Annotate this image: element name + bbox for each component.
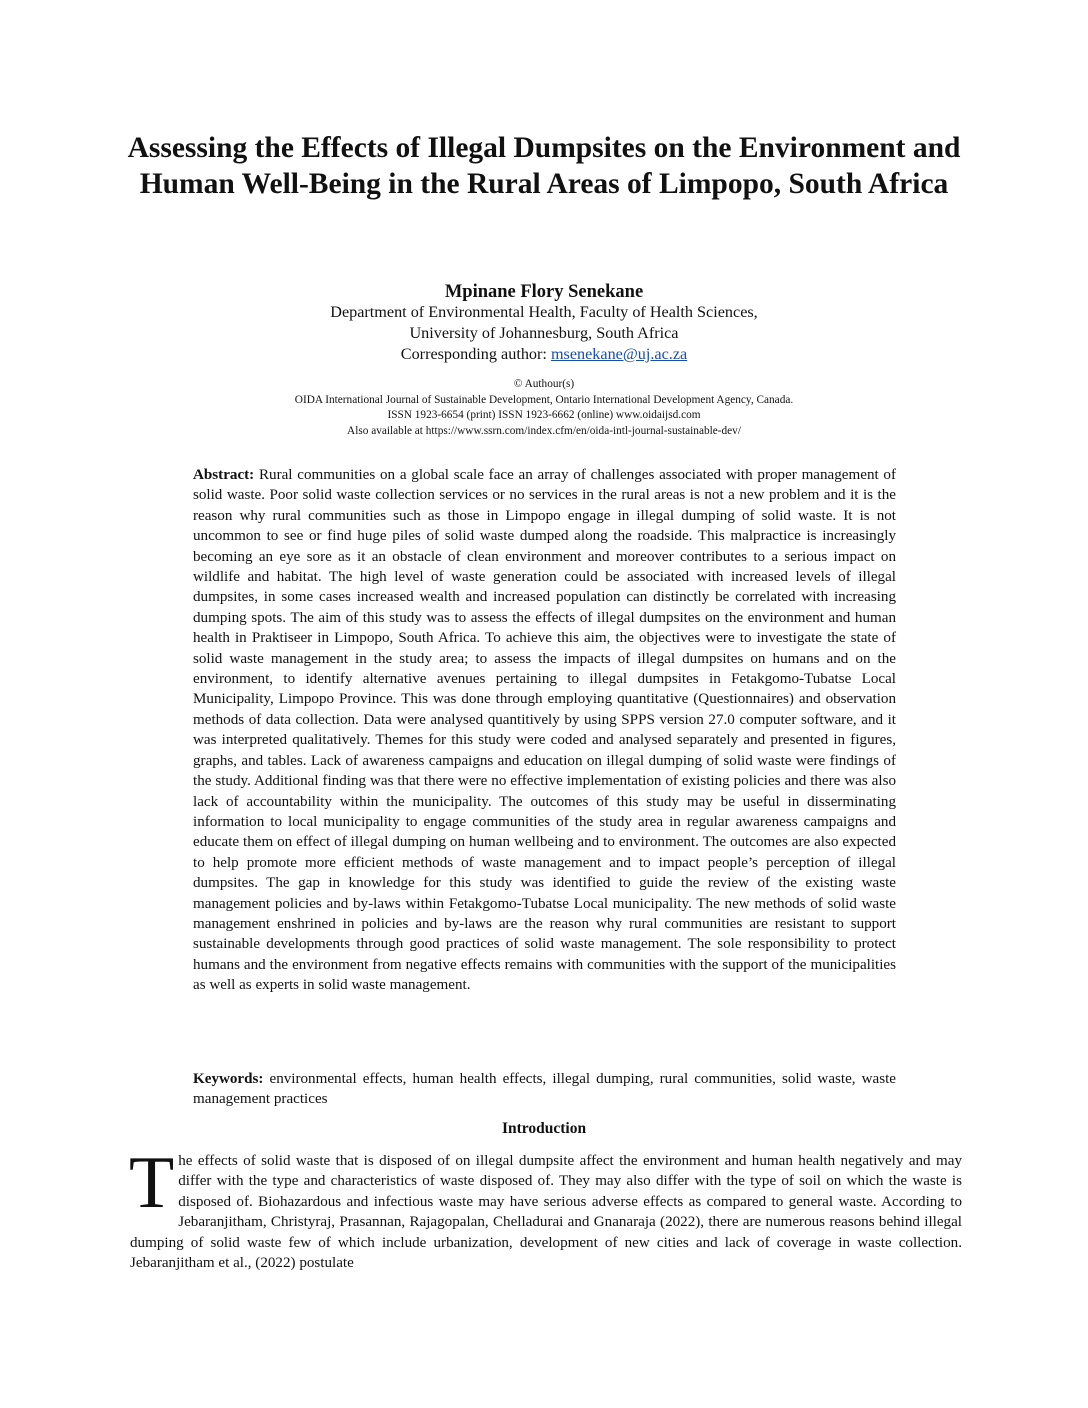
abstract-text: Rural communities on a global scale face an array of challenges associated with proper management of solid waste. Poor solid waste collection services or no services in the rural areas is not a new problem and it is the reason why rural communities such as those in Limpopo engage in illegal dumping of solid waste. It is not uncommon to see or find huge piles of solid waste dumped along the roadside. This malpractice is increasingly becoming an eye sore as it an obstacle of clean environment and moreover contributes to a serious impact on wildlife and habitat. The high level of waste generation could be associated with increased levels of illegal dumpsites, in some cases increased wealth and increased population can distinctly be correlated with increasing dumping spots. The aim of this study was to assess the effects of illegal dumpsites on the environment and human health in Praktiseer in Limpopo, South Africa. To achieve this aim, the objectives were to investigate the state of solid waste management in the study area; to assess the impacts of illegal dumpsites on humans and on the environment, to identify alternative avenues pertaining to illegal dumpsites in Fetakgomo-Tubatse Local Municipality, Limpopo Province. This was done through employing quantitative (Questionnaires) and observation methods of data collection. Data were analysed quantitively by using SPPS version 27.0 computer software, and it was interpreted qualitatively. Themes for this study were coded and analysed separately and presented in figures, graphs, and tables. Lack of awareness campaigns and education on illegal dumping of solid waste were findings of the study. Additional finding was that there were no effective implementation of existing policies and there was also lack of accountability within the municipality. The outcomes of this study may be useful in disserminating information to local municipality to engage communities of the study area in regular awareness campaigns and educate them on effect of illegal dumping on human wellbeing and to environment. The outcomes are also expected to help promote more efficient methods of waste management and to impact people’s perception of illegal dumpsites. The gap in knowledge for this study was identified to guide the review of the existing waste management policies and by-laws within Fetakgomo-Tubatse Local municipality. The new methods of solid waste management enshrined in policies and by-laws are the reason why rural communities are resistant to support sustainable developments through good practices of solid waste management. The sole responsibility to protect humans and the environment from negative effects remains with communities with the support of the municipalities as well as experts in solid waste management. xyxy=(193,467,897,994)
affiliation-department: Department of Environmental Health, Faculty of Health Sciences, xyxy=(330,303,758,321)
keywords xyxy=(193,1069,896,1110)
author-affiliation xyxy=(0,302,1088,365)
introduction-paragraph xyxy=(129,1142,962,1273)
copyright-line: © Authour(s) xyxy=(513,378,575,390)
keywords-text: environmental effects, human health effects, illegal dumping, rural communities, solid waste, waste management practices xyxy=(193,1071,896,1108)
introduction-heading: Introduction xyxy=(501,1120,587,1137)
corresponding-author xyxy=(0,344,1088,365)
introduction-text: he effects of solid waste that is disposed of on illegal dumpsite affect the environment and human health negatively and may differ with the type and characteristics of waste disposed of. They may also differ with the type of soil on which the waste is disposed of. Biohazardous and infectious waste may have serious adverse effects as compared to general waste. According to Jebaranjitham, Christyraj, Prasannan, Rajagopalan, Chelladurai and Gnanaraja (2022), there are numerous reasons behind illegal dumping of solid waste few of which include urbanization, development of new cities and lack of coverage in waste collection. Jebaranjitham et al., (2022) postulate xyxy=(130,1153,962,1272)
issn-line: ISSN 1923-6654 (print) ISSN 1923-6662 (online) www.oidaijsd.com xyxy=(387,409,701,421)
paper-title: Assessing the Effects of Illegal Dumpsites on the Environment and Human Well-Being in the Rural Areas of Limpopo, South Africa xyxy=(127,132,961,200)
author-email-link[interactable]: msenekane@uj.ac.za xyxy=(550,345,688,363)
drop-cap: T xyxy=(129,1142,175,1224)
abstract xyxy=(193,465,896,996)
availability-line: Also available at https://www.ssrn.com/index.cfm/en/oida-intl-journal-sustainable-dev/ xyxy=(347,424,741,437)
author-name: Mpinane Flory Senekane xyxy=(444,282,644,302)
corresponding-author-label: Corresponding author: xyxy=(400,345,547,363)
keywords-label: Keywords: xyxy=(193,1071,264,1087)
publication-info xyxy=(0,377,1088,439)
abstract-label: Abstract: xyxy=(193,467,255,483)
journal-line: OIDA International Journal of Sustainable Development, Ontario International Development Agency, Canada. xyxy=(294,393,794,406)
affiliation-university: University of Johannesburg, South Africa xyxy=(409,324,679,342)
